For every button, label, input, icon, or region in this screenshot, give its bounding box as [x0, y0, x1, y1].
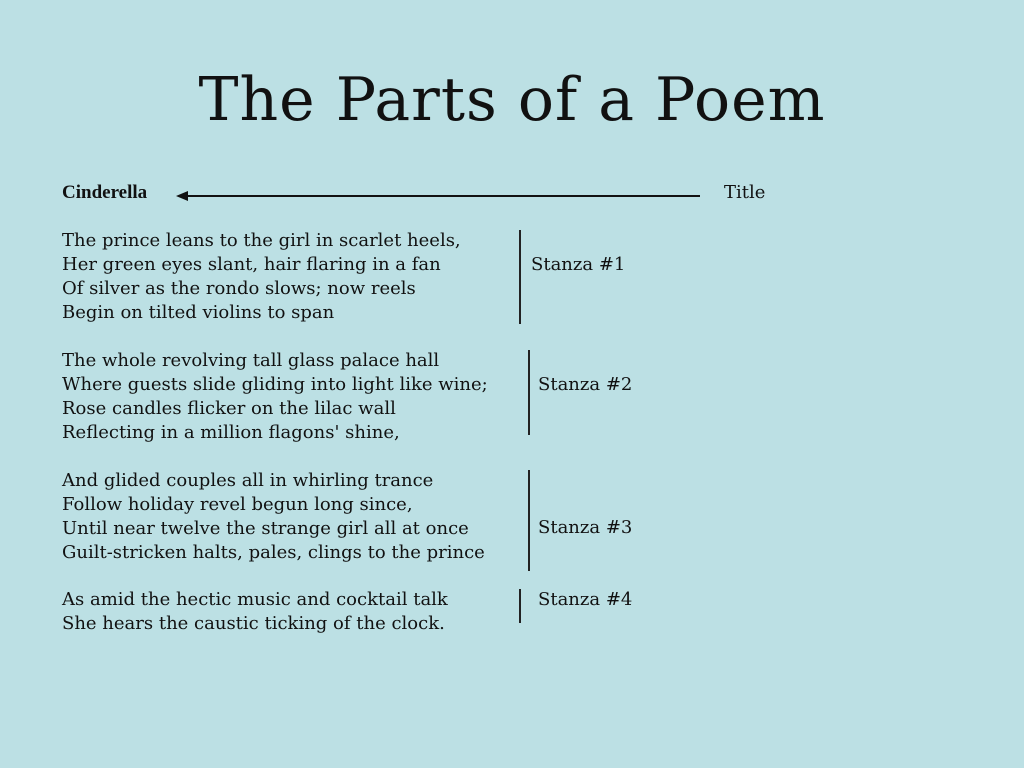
stanza-line: The prince leans to the girl in scarlet heels,	[62, 230, 461, 251]
title-arrow-icon	[170, 186, 702, 206]
poem-title: Cinderella	[62, 182, 148, 203]
stanza-3-bracket	[528, 470, 530, 571]
stanza-line: Her green eyes slant, hair flaring in a fan	[62, 254, 441, 275]
stanza-line: Until near twelve the strange girl all at once	[62, 518, 469, 539]
stanza-line: Rose candles flicker on the lilac wall	[62, 398, 396, 419]
stanza-line: And glided couples all in whirling trance	[62, 470, 434, 491]
stanza-3	[62, 469, 485, 565]
slide-title: The Parts of a Poem	[198, 65, 826, 135]
stanza-line: She hears the caustic ticking of the clock.	[62, 613, 445, 634]
stanza-2-bracket	[528, 350, 530, 435]
stanza-1	[62, 229, 461, 325]
title-annotation-label: Title	[724, 182, 766, 203]
stanza-3-label: Stanza #3	[538, 517, 633, 538]
stanza-line: Where guests slide gliding into light like wine;	[62, 374, 488, 395]
stanza-line: Guilt-stricken halts, pales, clings to the prince	[62, 542, 485, 563]
stanza-2	[62, 349, 488, 445]
stanza-line: As amid the hectic music and cocktail talk	[62, 589, 448, 610]
stanza-4-bracket	[519, 589, 521, 623]
stanza-line: Begin on tilted violins to span	[62, 302, 335, 323]
stanza-line: The whole revolving tall glass palace hall	[62, 350, 440, 371]
stanza-2-label: Stanza #2	[538, 374, 633, 395]
stanza-line: Follow holiday revel begun long since,	[62, 494, 413, 515]
stanza-line: Reflecting in a million flagons' shine,	[62, 422, 400, 443]
stanza-1-bracket	[519, 230, 521, 324]
stanza-line: Of silver as the rondo slows; now reels	[62, 278, 416, 299]
stanza-4	[62, 588, 448, 636]
stanza-1-label: Stanza #1	[531, 254, 626, 275]
stanza-4-label: Stanza #4	[538, 589, 633, 610]
